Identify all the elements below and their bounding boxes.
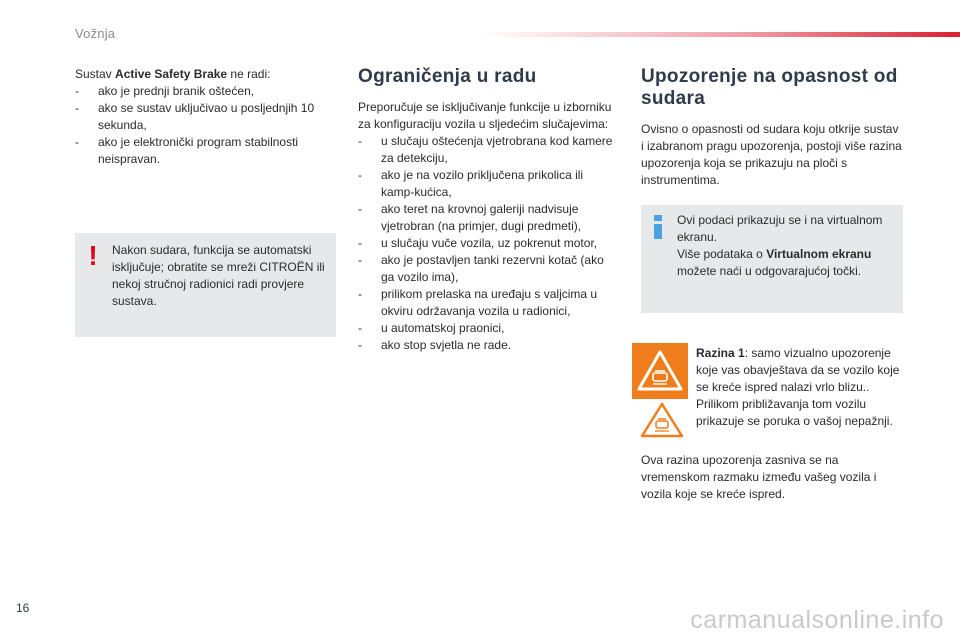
list-item-text: u slučaju vuče vozila, uz pokrenut motor,: [381, 236, 598, 250]
info-icon: [653, 215, 663, 239]
list-item-text: ako je elektronički program stabilnosti neispravan.: [98, 135, 299, 166]
column-middle: [358, 66, 616, 354]
list-item: - ako je postavljen tanki rezervni kotač (ako ga vozilo ima),: [358, 253, 604, 284]
info-suffix: možete naći u odgovarajućoj točki.: [677, 264, 862, 278]
collision-warning-outline-icon: [640, 402, 684, 438]
list-item: - u automatskoj praonici,: [358, 321, 505, 335]
level-text: : samo vizualno upozorenje koje vas obavještava da se vozilo koje se kreće ispred nalazi vrlo blizu.. Prilikom približavanja tom vozilu prikazuje se poruka o vašoj nepažnji.: [696, 346, 900, 428]
intro-paragraph: Preporučuje se isključivanje funkcije u izborniku za konfiguraciju vozila u sljedećim slučajevima:: [358, 100, 612, 131]
list-item: - ako teret na krovnoj galeriji nadvisuje vjetrobran (na primjer, dugi predmeti),: [358, 202, 582, 233]
header-accent-line: [480, 32, 960, 37]
intro-prefix: Sustav: [75, 67, 116, 81]
intro-paragraph: Ovisno o opasnosti od sudara koju otkrije sustav i izabranom pragu upozorenja, postoji više razina upozorenja koja se prikazuju na ploči s instrumentima.: [641, 122, 902, 187]
info-bold: Virtualnom ekranu: [766, 247, 872, 261]
column-right: [641, 66, 903, 189]
list-item-text: ako je na vozilo priključena prikolica ili kamp-kućica,: [381, 168, 584, 199]
info-text: [677, 212, 899, 280]
info-box: [641, 205, 903, 313]
info-line: [677, 246, 899, 280]
list-item: - u slučaju oštećenja vjetrobrana kod kamere za detekciju,: [358, 134, 613, 165]
list-item-text: prilikom prelaska na uređaju s valjcima u okviru održavanja vozila u radionici,: [381, 287, 598, 318]
page-number: 16: [16, 601, 30, 615]
list-item-text: ako je prednji branik oštećen,: [98, 84, 255, 98]
warning-box: [75, 233, 336, 337]
list-item: - prilikom prelaska na uređaju s valjcima u okviru održavanja vozila u radionici,: [358, 287, 598, 318]
list-item: - ako je na vozilo priključena prikolica ili kamp-kućica,: [358, 168, 584, 199]
level-label: Razina 1: [696, 346, 745, 360]
list-item: - ako stop svjetla ne rade.: [358, 338, 512, 352]
level-basis-paragraph: Ova razina upozorenja zasniva se na vremenskom razmaku između vašeg vozila i vozila koje se kreće ispred.: [641, 453, 877, 501]
collision-warning-filled-icon: [632, 343, 688, 399]
section-title: Vožnja: [75, 26, 116, 41]
conditions-list: [75, 83, 330, 168]
section-heading-collision-warning: Upozorenje na opasnost od sudara: [641, 66, 898, 109]
intro-bold: Active Safety Brake: [115, 67, 228, 81]
list-item-text: ako teret na krovnoj galeriji nadvisuje vjetrobran (na primjer, dugi predmeti),: [381, 202, 582, 233]
warning-text: Nakon sudara, funkcija se automatski isključuje; obratite se mreži CITROËN ili nekoj stručnoj radionici radi provjere sustava.: [112, 243, 325, 308]
level-1-description: [696, 345, 906, 430]
limitations-list: [358, 133, 616, 354]
list-item-text: ako se sustav uključivao u posljednjih 10 sekunda,: [98, 101, 315, 132]
watermark: carmanualsonline.info: [690, 606, 944, 634]
list-item-text: u automatskoj praonici,: [381, 321, 505, 335]
list-item: - ako je prednji branik oštećen,: [75, 84, 255, 98]
list-item: - u slučaju vuče vozila, uz pokrenut motor,: [358, 236, 598, 250]
list-item-text: ako stop svjetla ne rade.: [381, 338, 512, 352]
exclamation-icon: !: [88, 240, 98, 271]
info-prefix: Više podataka o: [677, 247, 767, 261]
list-item-text: u slučaju oštećenja vjetrobrana kod kamere za detekciju,: [381, 134, 613, 165]
section-heading-limitations: Ograničenja u radu: [358, 66, 537, 87]
list-item: - ako je elektronički program stabilnosti neispravan.: [75, 135, 299, 166]
intro-suffix: ne radi:: [227, 67, 271, 81]
list-item-text: ako je postavljen tanki rezervni kotač (ako ga vozilo ima),: [381, 253, 604, 284]
intro-paragraph: [75, 66, 330, 83]
info-line: Ovi podaci prikazuju se i na virtualnom ekranu.: [677, 213, 883, 244]
column-left: [75, 66, 330, 168]
list-item: - ako se sustav uključivao u posljednjih 10 sekunda,: [75, 101, 315, 132]
